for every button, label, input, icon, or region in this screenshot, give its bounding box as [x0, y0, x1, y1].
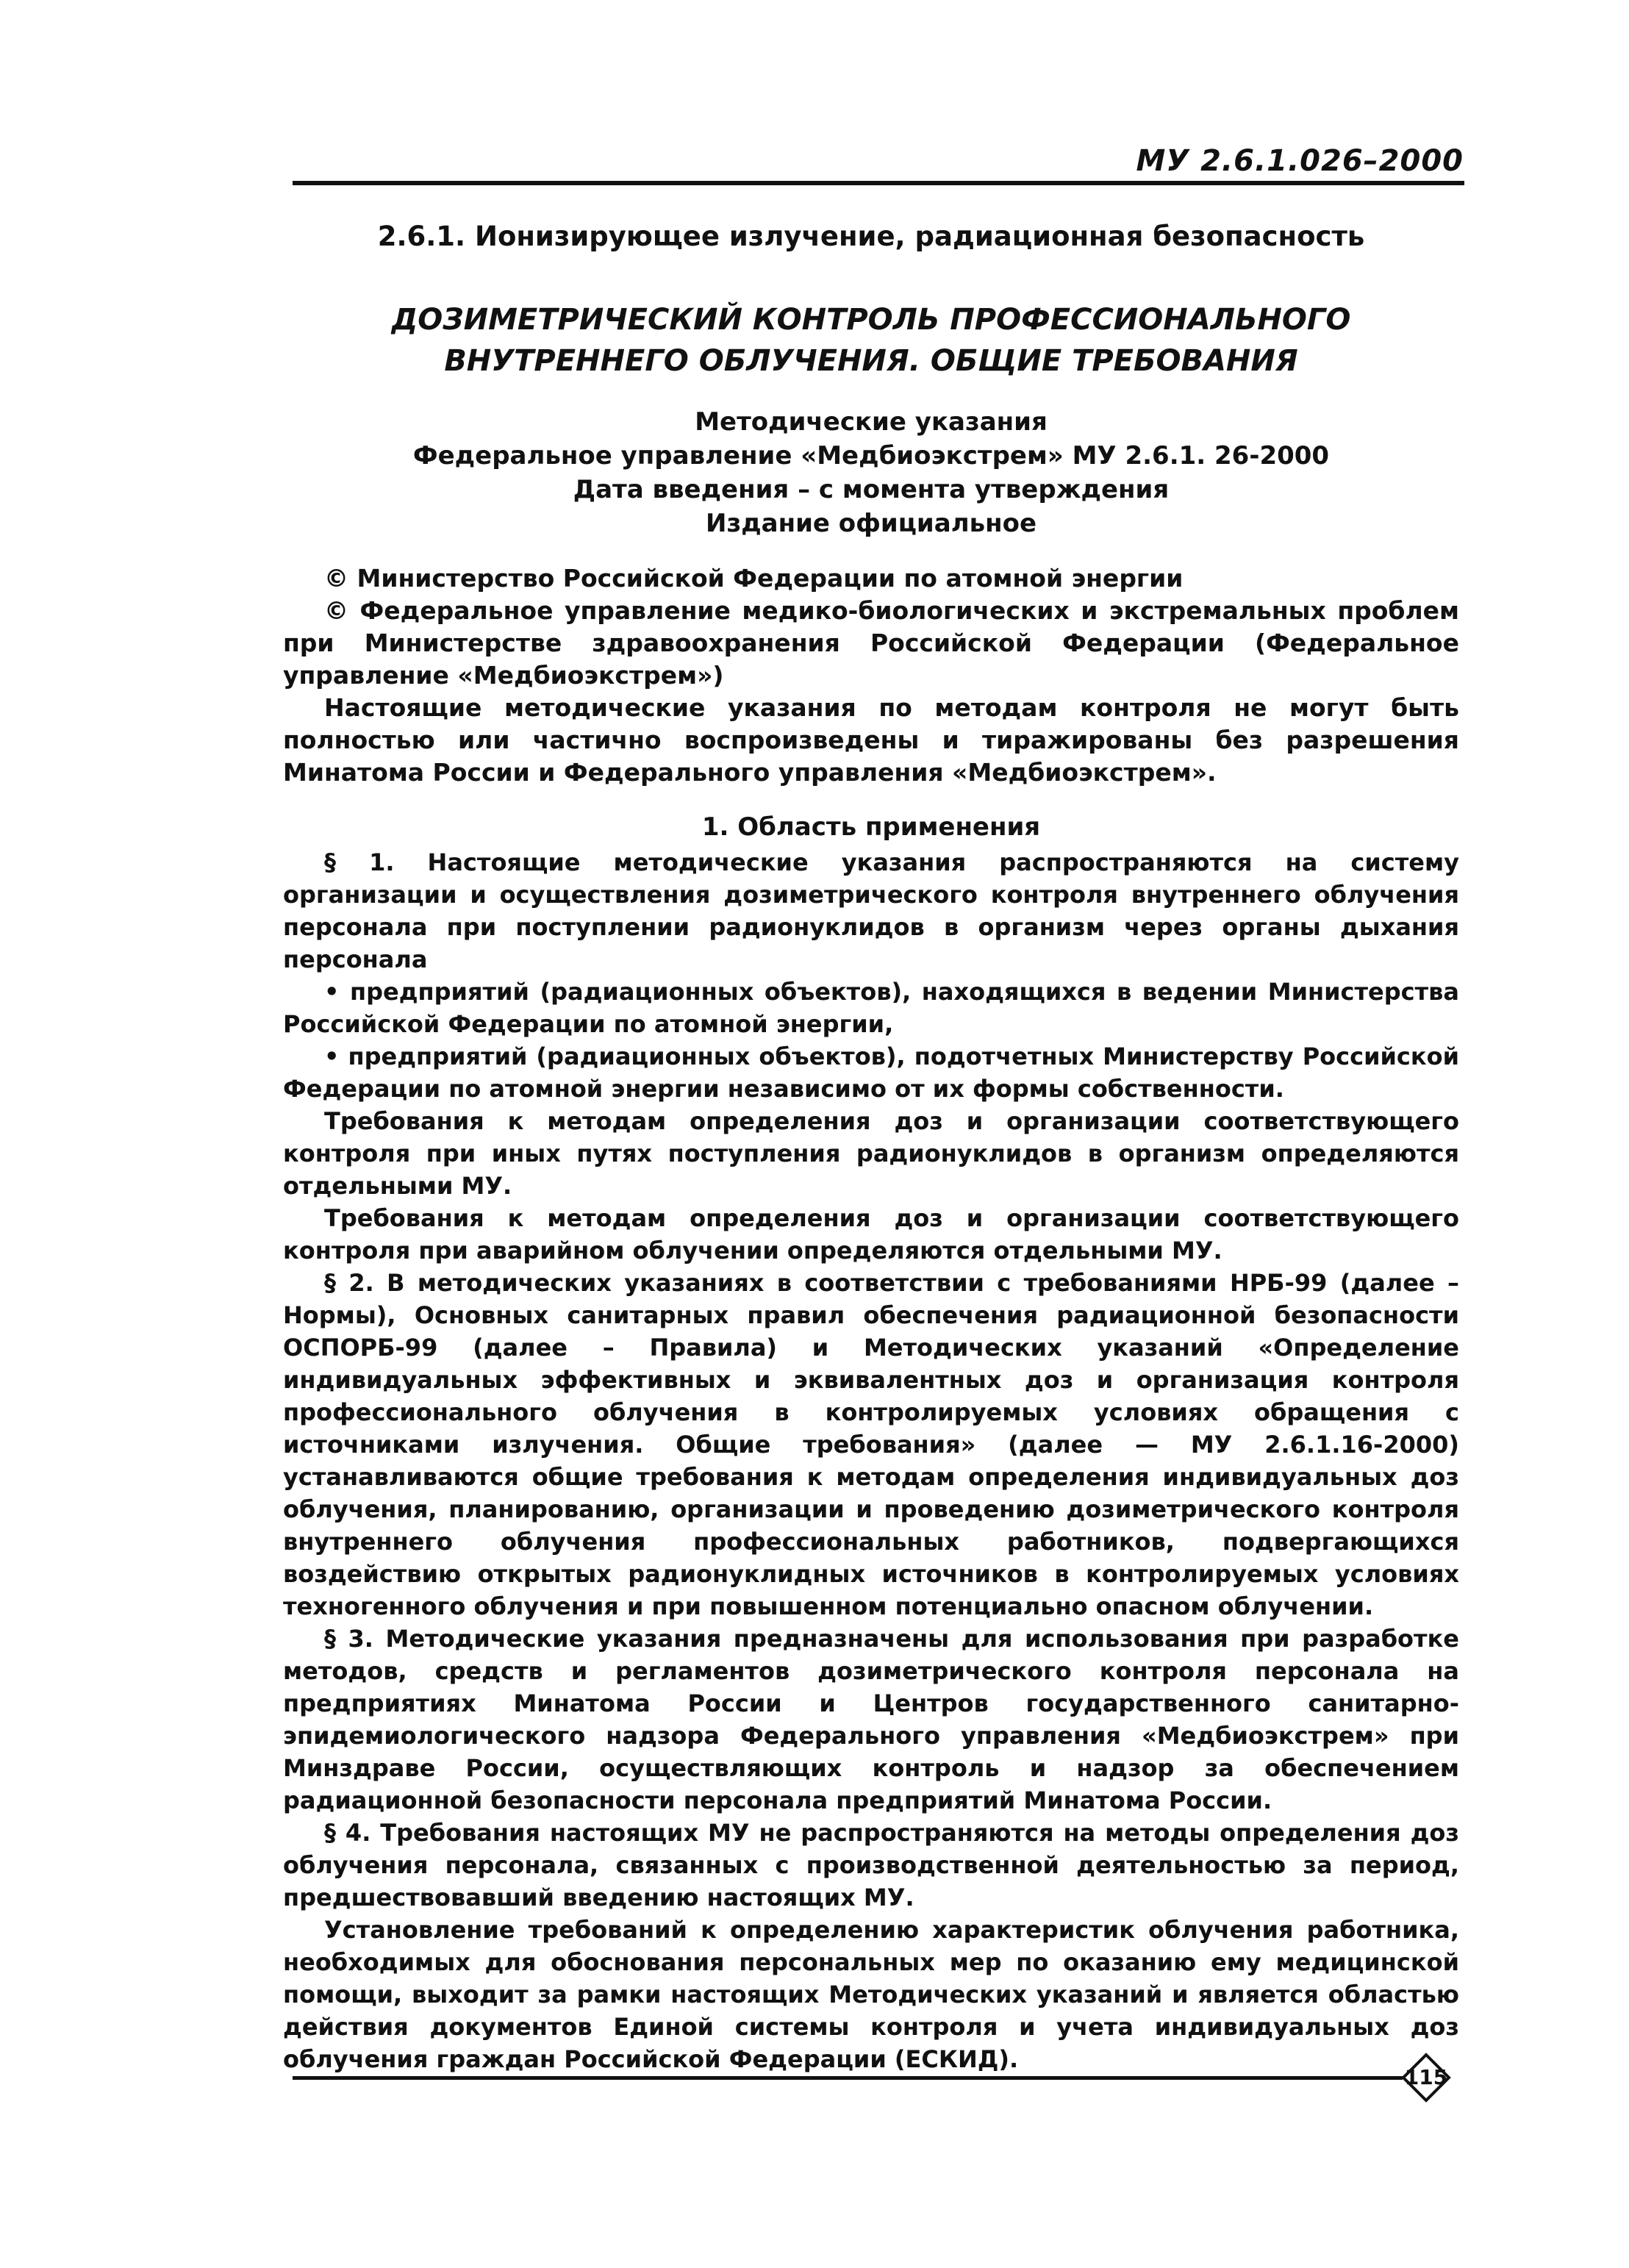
meta-line-1: Методические указания [695, 407, 1048, 437]
copyright-paragraph-1: © Министерство Российской Федерации по атомной энергии [324, 564, 1184, 593]
body-paragraph-9: Установление требований к определению характеристик облучения работника, необходимых для обоснования персональных мер по оказанию ему медицинской помощи, выходит за рамки настоящих Методических указаний и является областью действия документов Единой системы контроля и учета индивидуальных доз облучения граждан Российской Федерации (ЕСКИД). [283, 1916, 1459, 2073]
body-paragraph-5: Требования к методам определения доз и организации соответствующего контроля при аварийном облучении определяются отдельными МУ. [283, 1204, 1459, 1264]
body-section [283, 811, 1459, 2075]
body-paragraph-1: § 1. Настоящие методические указания распространяются на систему организации и осуществления дозиметрического контроля внутреннего облучения персонала при поступлении радионуклидов в организм через органы дыхания персонала [283, 848, 1459, 973]
document-code: МУ 2.6.1.026–2000 [1136, 144, 1464, 178]
document-meta [283, 405, 1459, 540]
page-number: 115 [1404, 2065, 1448, 2089]
meta-line-2: Федеральное управление «Медбиоэкстрем» МУ 2.6.1. 26-2000 [412, 441, 1330, 471]
body-paragraph-4: Требования к методам определения доз и организации соответствующего контроля при иных путях поступления радионуклидов в организм определяются отдельными МУ. [283, 1107, 1459, 1200]
body-paragraph-6: § 2. В методических указаниях в соответствии с требованиями НРБ-99 (далее – Нормы), Основных санитарных правил обеспечения радиационной безопасности ОСПОРБ-99 (далее – Правила) и Методических указаний «Определение индивидуальных эффективных и эквивалентных доз и организация контроля профессионального облучения в контролируемых условиях обращения с источниками излучения. Общие требования» (далее — МУ 2.6.1.16-2000) устанавливаются общие требования к методам определения индивидуальных доз облучения, планированию, организации и проведению дозиметрического контроля внутреннего облучения профессиональных работников, подвергающихся воздействию открытых радионуклидных источников в контролируемых условиях техногенного облучения и при повышенном потенциально опасном облучении. [283, 1269, 1459, 1620]
meta-line-3: Дата введения – с момента утверждения [573, 475, 1170, 504]
copyright-paragraph-3: Настоящие методические указания по методам контроля не могут быть полностью или частично воспроизведены и тиражированы без разрешения Минатома России и Федерального управления «Медбиоэкстрем». [283, 693, 1459, 787]
section-title: 2.6.1. Ионизирующее излучение, радиационная безопасность [377, 221, 1365, 252]
document-title-line-1: ДОЗИМЕТРИЧЕСКИЙ КОНТРОЛЬ ПРОФЕССИОНАЛЬНОГО [391, 303, 1351, 337]
body-paragraph-3: • предприятий (радиационных объектов), подотчетных Министерству Российской Федерации по атомной энергии независимо от их формы собственности. [283, 1042, 1459, 1103]
copyright-block [283, 562, 1459, 789]
body-paragraph-7: § 3. Методические указания предназначены для использования при разработке методов, средств и регламентов дозиметрического контроля персонала на предприятиях Минатома России и Центров государственного санитарно-эпидемиологического надзора Федерального управления «Медбиоэкстрем» при Минздраве России, осуществляющих контроль и надзор за обеспечением радиационной безопасности персонала предприятий Минатома России. [283, 1625, 1459, 1814]
page-content [283, 221, 1459, 2075]
document-title [283, 299, 1459, 382]
document-title-line-2: ВНУТРЕННЕГО ОБЛУЧЕНИЯ. ОБЩИЕ ТРЕБОВАНИЯ [444, 344, 1298, 378]
body-paragraph-2: • предприятий (радиационных объектов), находящихся в ведении Министерства Российской Федерации по атомной энергии, [283, 978, 1459, 1038]
page-number-badge [1401, 2053, 1451, 2103]
body-paragraph-8: § 4. Требования настоящих МУ не распространяются на методы определения доз облучения персонала, связанных с производственной деятельностью за период, предшествовавший введению настоящих МУ. [283, 1819, 1459, 1911]
copyright-paragraph-2: © Федеральное управление медико-биологических и экстремальных проблем при Министерстве здравоохранения Российской Федерации (Федеральное управление «Медбиоэкстрем») [283, 596, 1459, 690]
section-heading: 1. Область применения [701, 812, 1041, 842]
header-rule [293, 181, 1464, 185]
meta-line-4: Издание официальное [705, 509, 1037, 538]
footer-rule [293, 2076, 1403, 2080]
